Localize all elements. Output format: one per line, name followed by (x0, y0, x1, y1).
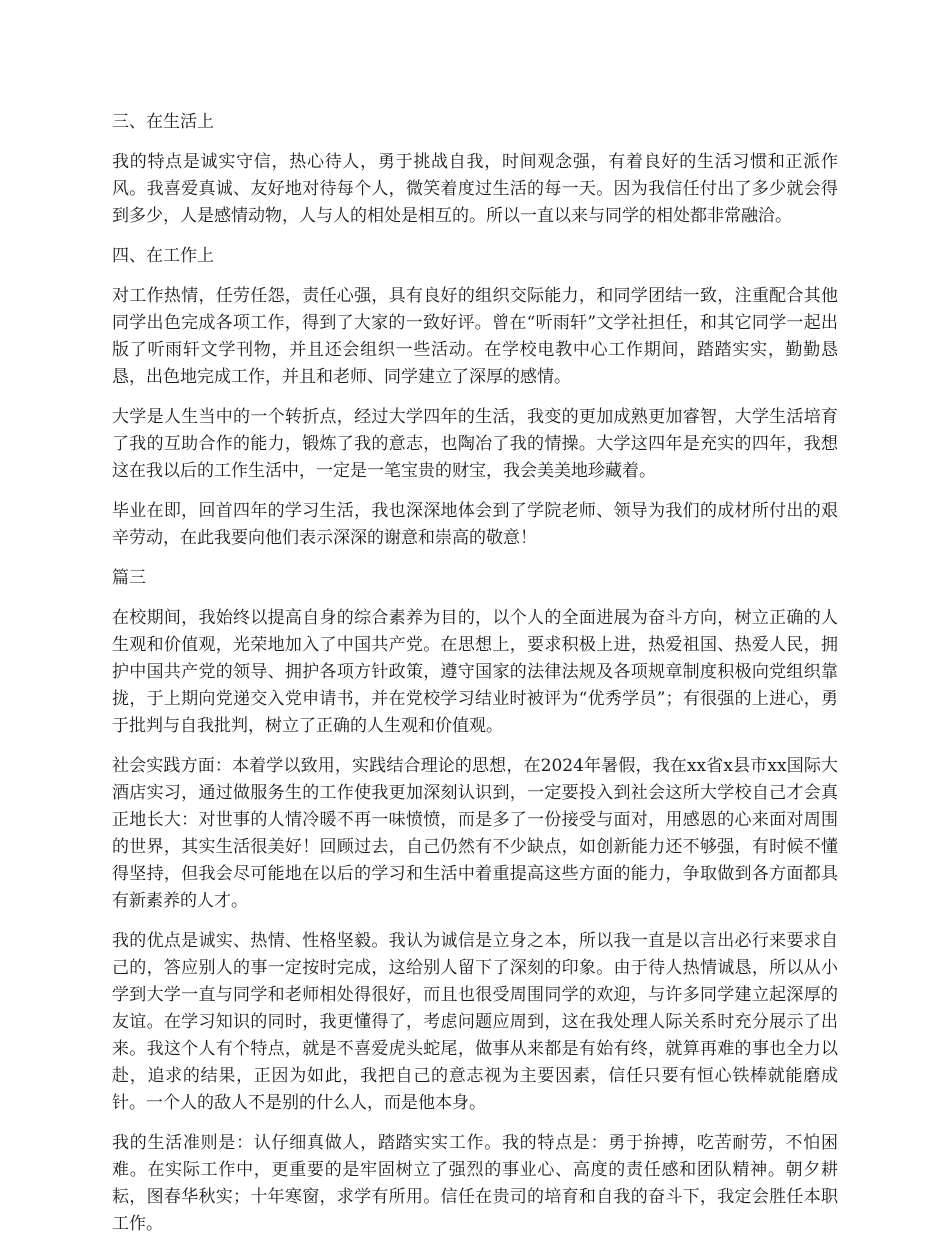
paragraph-work: 对工作热情，任劳任怨，责任心强，具有良好的组织交际能力，和同学团结一致，注重配合其他同学出色完成各项工作，得到了大家的一致好评。曾在“听雨轩”文学社担任，和其它同学一起出版了听雨轩文学刊物，并且还会组织一些活动。在学校电教中心工作期间，踏踏实实，勤勤恳恳，出色地完成工作，并且和老师、同学建立了深厚的感情。 (112, 286, 838, 387)
section-heading-part3: 篇三 (112, 568, 146, 588)
paragraph-graduation: 毕业在即，回首四年的学习生活，我也深深地体会到了学院老师、领导为我们的成材所付出的艰辛劳动，在此我要向他们表示深深的谢意和崇高的敬意！ (112, 501, 838, 548)
paragraph-life-principles: 我的生活准则是：认仔细真做人，踏踏实实工作。我的特点是：勇于拚搏，吃苦耐劳，不怕困难。在实际工作中，更重要的是牢固树立了强烈的事业心、高度的责任感和团队精神。朝夕耕耘，图春华秋实；十年寒窗，求学有所用。信任在贵司的培育和自我的奋斗下，我定会胜任本职工作。 (112, 1133, 838, 1234)
section-heading-work: 四、在工作上 (112, 246, 214, 266)
paragraph-university: 大学是人生当中的一个转折点，经过大学四年的生活，我变的更加成熟更加睿智，大学生活培育了我的互助合作的能力，锻炼了我的意志，也陶冶了我的情操。大学这四年是充实的四年，我想这在我以后的工作生活中，一定是一笔宝贵的财宝，我会美美地珍藏着。 (112, 407, 838, 481)
paragraph-life: 我的特点是诚实守信，热心待人，勇于挑战自我，时间观念强，有着良好的生活习惯和正派作风。我喜爱真诚、友好地对待每个人，微笑着度过生活的每一天。因为我信任付出了多少就会得到多少，人是感情动物，人与人的相处是相互的。所以一直以来与同学的相处都非常融洽。 (112, 152, 838, 226)
paragraph-strengths: 我的优点是诚实、热情、性格坚毅。我认为诚信是立身之本，所以我一直是以言出必行来要求自己的，答应别人的事一定按时完成，这给别人留下了深刻的印象。由于待人热情诚恳，所以从小学到大学一直与同学和老师相处得很好，而且也很受周围同学的欢迎，与许多同学建立起深厚的友谊。在学习知识的同时，我更懂得了，考虑问题应周到，这在我处理人际关系时充分展示了出来。我这个人有个特点，就是不喜爱虎头蛇尾，做事从来都是有始有终，就算再难的事也全力以赴，追求的结果，正因为如此，我把自己的意志视为主要因素，信任只要有恒心铁棒就能磨成针。一个人的敌人不是别的什么人，而是他本身。 (112, 931, 838, 1113)
paragraph-campus: 在校期间，我始终以提高自身的综合素养为目的，以个人的全面进展为奋斗方向，树立正确的人生观和价值观，光荣地加入了中国共产党。在思想上，要求积极上进，热爱祖国、热爱人民，拥护中国共产党的领导、拥护各项方针政策，遵守国家的法律法规及各项规章制度积极向党组织靠拢，于上期向党递交入党申请书，并在党校学习结业时被评为“优秀学员”；有很强的上进心，勇于批判与自我批判，树立了正确的人生观和价值观。 (112, 608, 838, 736)
paragraph-social-practice: 社会实践方面：本着学以致用，实践结合理论的思想，在2024年暑假，我在xx省x县市xx国际大酒店实习，通过做服务生的工作使我更加深刻认识到，一定要投入到社会这所大学校自己才会真正地长大：对世事的人情冷暖不再一味愤愤，而是多了一份接受与面对，用感恩的心来面对周围的世界，其实生活很美好！回顾过去，自己仍然有不少缺点，如创新能力还不够强，有时候不懂得坚持，但我会尽可能地在以后的学习和生活中着重提高这些方面的能力，争取做到各方面都具有新素养的人才。 (112, 756, 838, 911)
section-heading-life: 三、在生活上 (112, 112, 214, 132)
